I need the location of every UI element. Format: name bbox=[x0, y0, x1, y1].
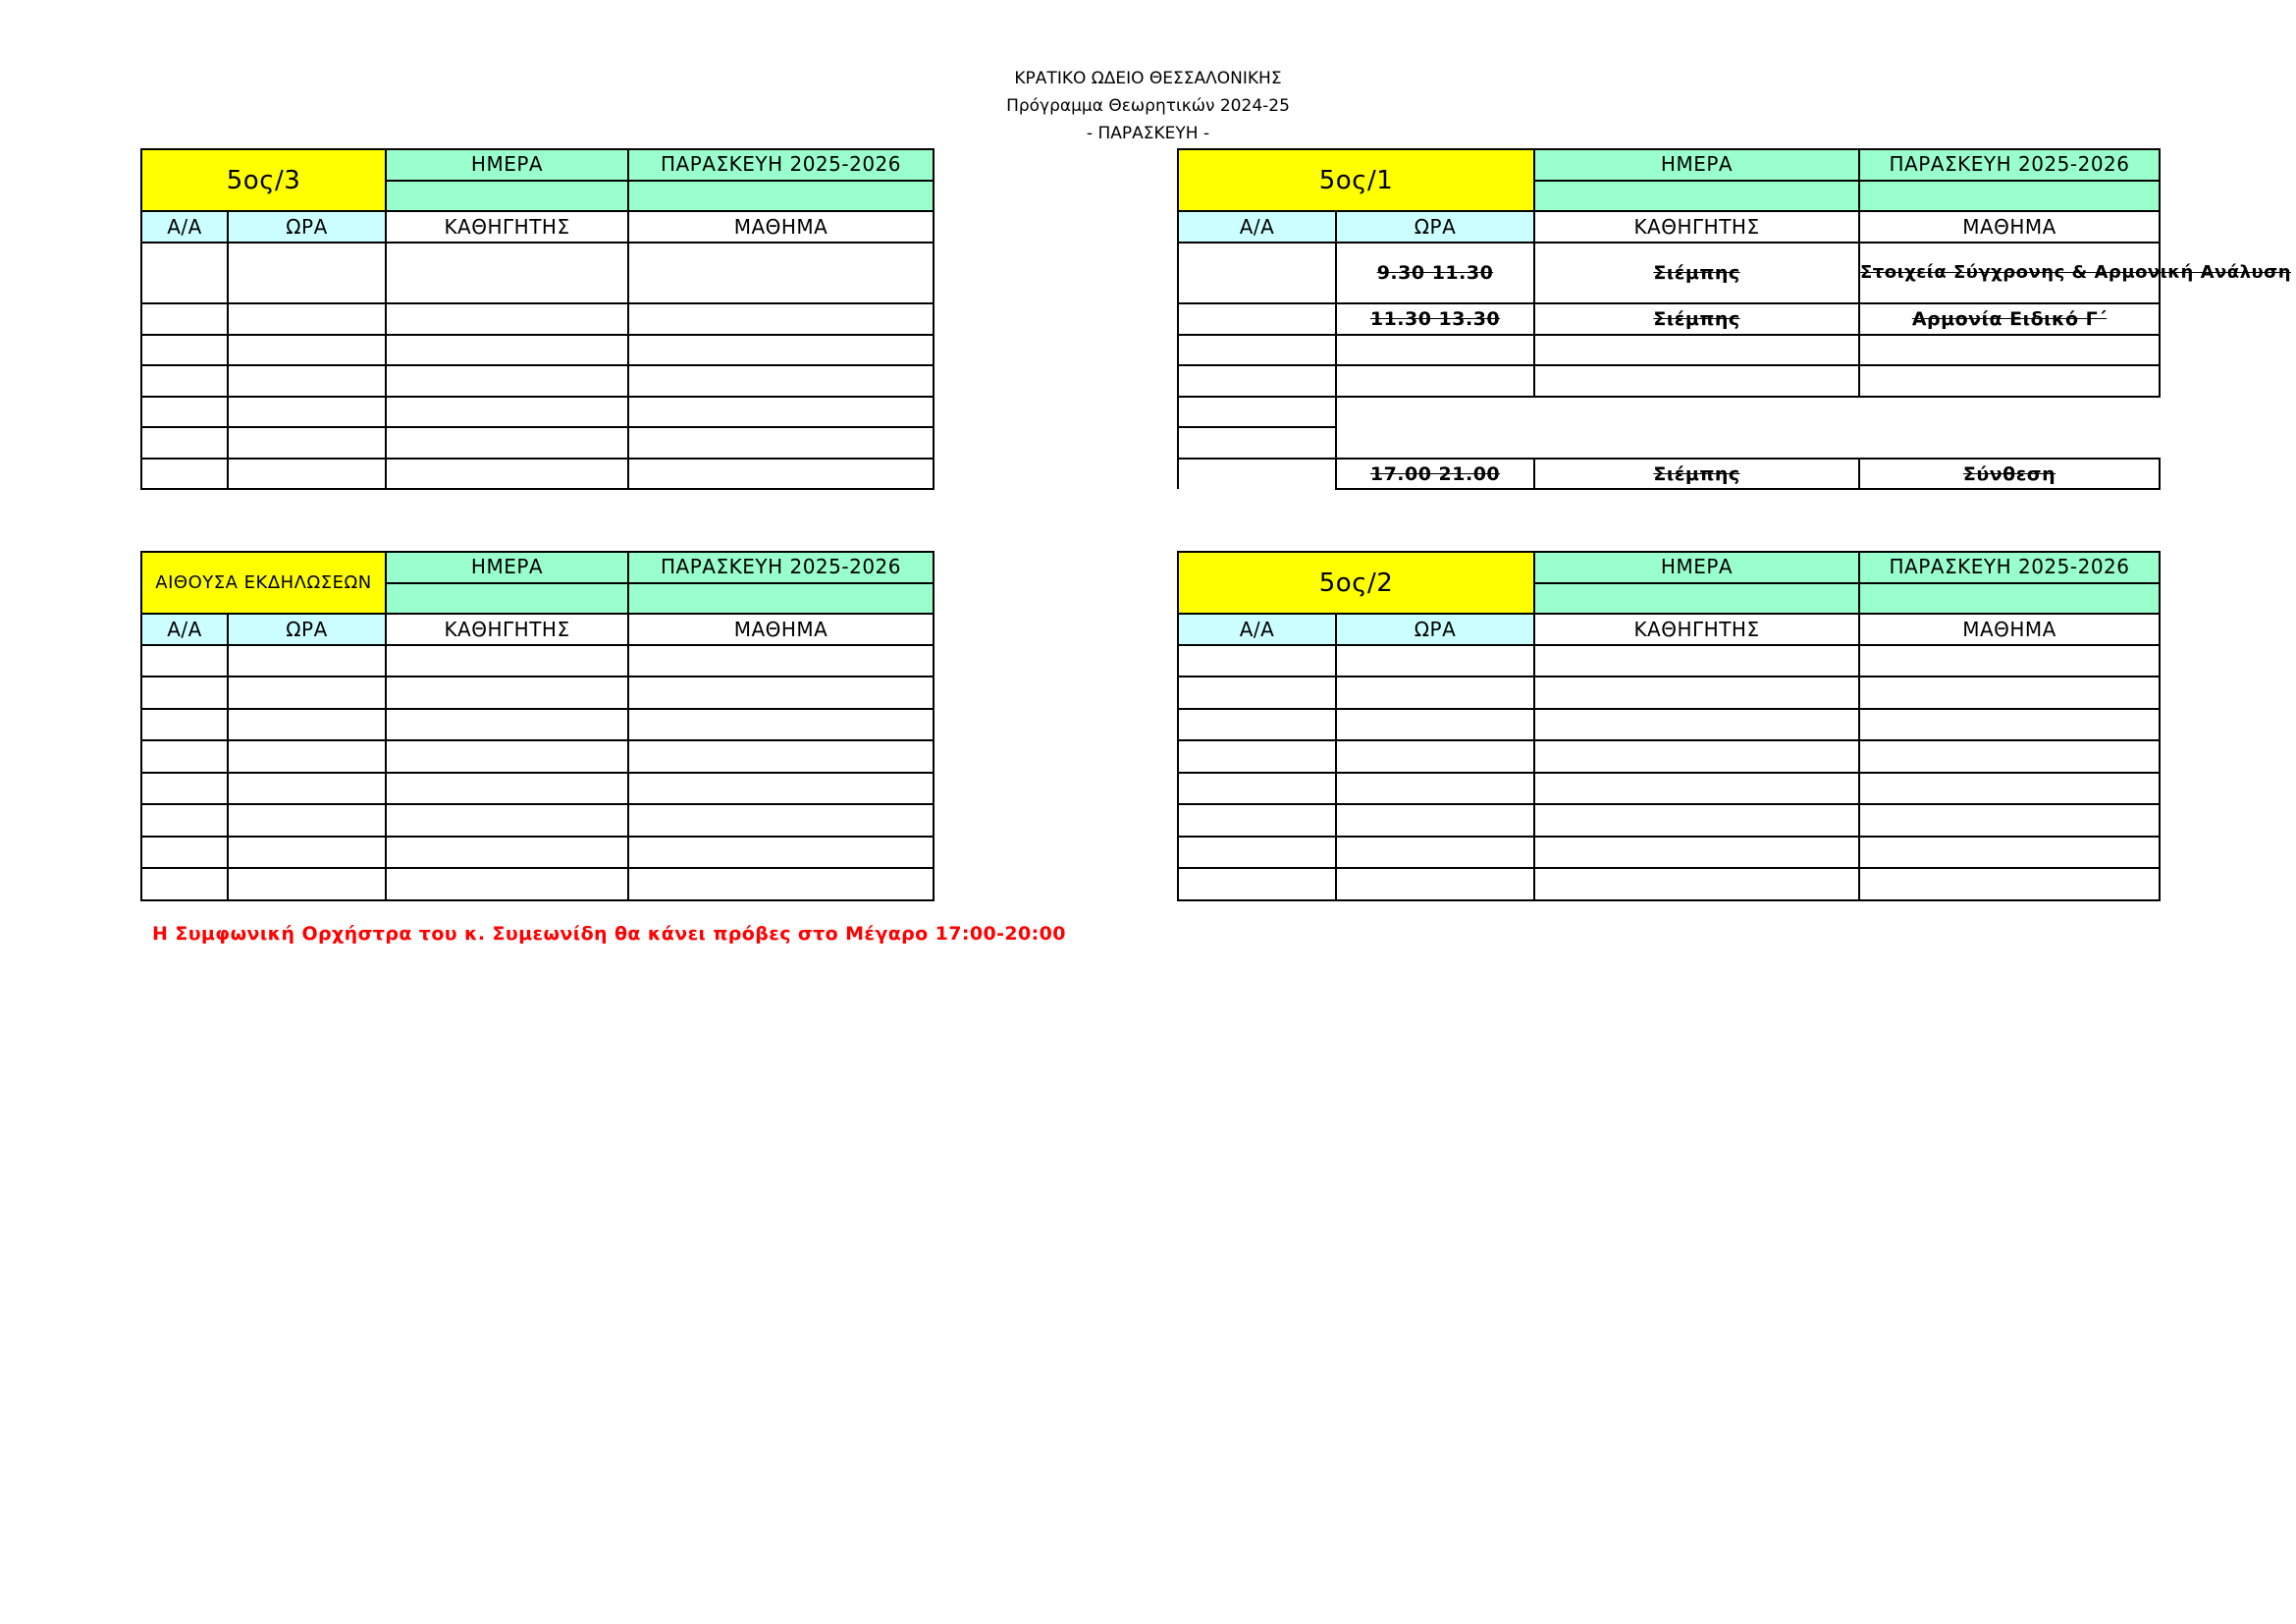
schedule-table-5os-1 bbox=[1177, 148, 2292, 490]
col-time: ΩΡΑ bbox=[228, 211, 386, 243]
col-teacher: ΚΑΘΗΓΗΤΗΣ bbox=[1534, 211, 1859, 243]
entry-time: 9.30 11.30 bbox=[1336, 243, 1534, 303]
room-name: ΑΙΘΟΥΣΑ ΕΚΔΗΛΩΣΕΩΝ bbox=[141, 552, 386, 614]
day-label-empty bbox=[386, 181, 628, 211]
entry-subject: Στοιχεία Σύγχρονης & Αρμονική Ανάλυση bbox=[1859, 243, 2160, 303]
room-name: 5ος/2 bbox=[1178, 552, 1534, 614]
day-value-empty bbox=[628, 181, 934, 211]
col-time: ΩΡΑ bbox=[228, 614, 386, 645]
table-row bbox=[1178, 868, 2160, 900]
col-aa: Α/Α bbox=[1178, 211, 1336, 243]
day-label: ΗΜΕΡΑ bbox=[1534, 149, 1859, 181]
col-subject: ΜΑΘΗΜΑ bbox=[1859, 211, 2160, 243]
table-row bbox=[1178, 303, 2160, 335]
table-row bbox=[1178, 427, 2160, 459]
entry-teacher: Σιέμπης bbox=[1534, 459, 1859, 489]
institution-name: ΚΡΑΤΙΚΟ ΩΔΕΙΟ ΘΕΣΣΑΛΟΝΙΚΗΣ bbox=[1014, 69, 1282, 88]
day-value-empty bbox=[628, 583, 934, 614]
table-row bbox=[141, 740, 934, 773]
table-row bbox=[141, 804, 934, 837]
table-row bbox=[1178, 804, 2160, 837]
table-row bbox=[141, 303, 934, 335]
day-title: - ΠΑΡΑΣΚΕΥΗ - bbox=[1086, 124, 1210, 143]
table-row bbox=[1178, 677, 2160, 709]
table-row bbox=[1178, 243, 2160, 303]
table-row bbox=[141, 397, 934, 427]
entry-teacher: Σιέμπης bbox=[1534, 243, 1859, 303]
day-label: ΗΜΕΡΑ bbox=[1534, 552, 1859, 583]
day-label-empty bbox=[1534, 181, 1859, 211]
table-row bbox=[1178, 335, 2160, 365]
table-row bbox=[1178, 740, 2160, 773]
program-title: Πρόγραμμα Θεωρητικών 2024-25 bbox=[1006, 96, 1290, 116]
document-header bbox=[0, 65, 2296, 147]
entry-subject: Αρμονία Ειδικό Γ΄ bbox=[1859, 303, 2160, 335]
col-aa: Α/Α bbox=[141, 211, 228, 243]
day-value: ΠΑΡΑΣΚΕΥΗ 2025-2026 bbox=[1859, 552, 2160, 583]
col-teacher: ΚΑΘΗΓΗΤΗΣ bbox=[1534, 614, 1859, 645]
table-row bbox=[141, 837, 934, 868]
table-row bbox=[1178, 397, 2160, 427]
schedule-table-events-hall bbox=[140, 551, 934, 901]
table-row bbox=[1178, 459, 2160, 489]
day-value-empty bbox=[1859, 181, 2160, 211]
table-row bbox=[1178, 645, 2160, 677]
col-time: ΩΡΑ bbox=[1336, 211, 1534, 243]
schedule-table-5os-2 bbox=[1177, 551, 2161, 901]
table-row bbox=[141, 645, 934, 677]
col-teacher: ΚΑΘΗΓΗΤΗΣ bbox=[386, 211, 628, 243]
table-row bbox=[1178, 365, 2160, 397]
col-aa: Α/Α bbox=[1178, 614, 1336, 645]
day-label-empty bbox=[1534, 583, 1859, 614]
table-row bbox=[141, 365, 934, 397]
col-subject: ΜΑΘΗΜΑ bbox=[628, 614, 934, 645]
table-row bbox=[141, 459, 934, 489]
table-row bbox=[141, 335, 934, 365]
day-value: ΠΑΡΑΣΚΕΥΗ 2025-2026 bbox=[628, 552, 934, 583]
table-row bbox=[141, 677, 934, 709]
table-row bbox=[141, 709, 934, 740]
schedule-table-5os-3 bbox=[140, 148, 934, 490]
table-row bbox=[141, 773, 934, 804]
col-subject: ΜΑΘΗΜΑ bbox=[1859, 614, 2160, 645]
room-name: 5ος/3 bbox=[141, 149, 386, 211]
table-row bbox=[141, 243, 934, 303]
table-row bbox=[141, 868, 934, 900]
entry-time: 17.00 21.00 bbox=[1336, 459, 1534, 489]
table-row bbox=[1178, 773, 2160, 804]
day-value-empty bbox=[1859, 583, 2160, 614]
table-row bbox=[1178, 709, 2160, 740]
day-value: ΠΑΡΑΣΚΕΥΗ 2025-2026 bbox=[1859, 149, 2160, 181]
room-name: 5ος/1 bbox=[1178, 149, 1534, 211]
day-label: ΗΜΕΡΑ bbox=[386, 149, 628, 181]
col-aa: Α/Α bbox=[141, 614, 228, 645]
day-label: ΗΜΕΡΑ bbox=[386, 552, 628, 583]
entry-time: 11.30 13.30 bbox=[1336, 303, 1534, 335]
orchestra-note: Η Συμφωνική Ορχήστρα του κ. Συμεωνίδη θα κάνει πρόβες στο Μέγαρο 17:00-20:00 bbox=[152, 923, 1066, 945]
day-label-empty bbox=[386, 583, 628, 614]
entry-subject: Σύνθεση bbox=[1859, 459, 2160, 489]
table-row bbox=[141, 427, 934, 459]
col-subject: ΜΑΘΗΜΑ bbox=[628, 211, 934, 243]
col-teacher: ΚΑΘΗΓΗΤΗΣ bbox=[386, 614, 628, 645]
day-value: ΠΑΡΑΣΚΕΥΗ 2025-2026 bbox=[628, 149, 934, 181]
entry-teacher: Σιέμπης bbox=[1534, 303, 1859, 335]
table-row bbox=[1178, 837, 2160, 868]
col-time: ΩΡΑ bbox=[1336, 614, 1534, 645]
